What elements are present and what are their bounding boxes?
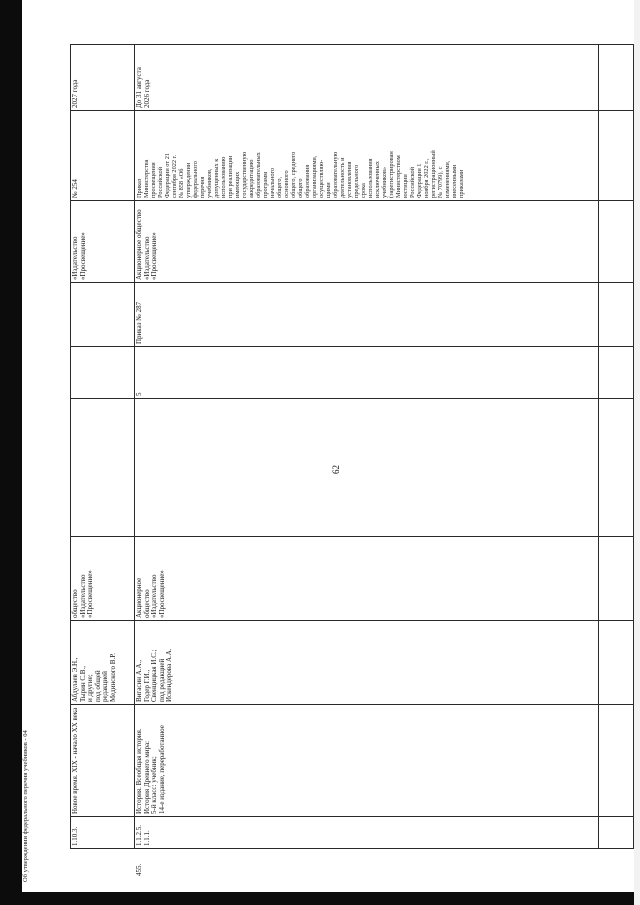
row2-authors-cell — [136, 620, 196, 704]
row1-deadline: 2027 года — [71, 79, 79, 108]
row2-title: История. Всеобщая история. История Древнего мира: 5-й класс: учебник; 14-е издание, переработанное — [135, 725, 166, 814]
document-page — [22, 0, 634, 892]
footer-text: Об утверждении федерального перечня учебников - 04 — [22, 730, 29, 882]
row1-title-cell — [72, 704, 132, 816]
row2-order-cell — [136, 110, 598, 200]
row1-code: 1.10.3. — [71, 826, 79, 846]
row2-code-cell — [136, 816, 196, 848]
row2-publisher: Акционерное общество «Издательство «Просвещение» — [135, 570, 166, 618]
row2-prikaz: Приказ № 287 — [135, 301, 143, 344]
row1-authors-cell — [72, 620, 132, 704]
scan-border-bottom — [0, 892, 640, 905]
row1-order: № 254 — [71, 179, 79, 198]
row1-publisher: общество «Издательство «Просвещение» — [71, 570, 94, 618]
page-number: 62 — [331, 465, 341, 474]
row2-code: 1.1.2.5. 1.1.1. — [135, 825, 151, 846]
row2-authors: Вигасин А.А., Годер Г.И., Свенцицкая И.С.; под редакцией Искендерова А.А. — [135, 648, 173, 702]
row2-deadline-cell — [136, 44, 196, 110]
row2-grade: 5 — [135, 392, 143, 396]
row1-deadline-cell — [72, 44, 132, 110]
row1-publisher2-cell — [72, 200, 132, 282]
row2-deadline: До 31 августа 2026 года — [135, 67, 151, 108]
row2-number: 455. — [135, 863, 143, 876]
row2-prikaz-cell — [136, 282, 196, 346]
row2-publisher2: Акционерное общество «Издательство «Просвещение» — [135, 209, 158, 280]
row1-title: Новое время. XIX - начало XX века — [71, 707, 79, 814]
row2-order: Приказ Министерства просвещения Российской Федерации от 21 сентября 2022 г. № 858 «Об утверждении федерального перечня учебников, допущенных к использованию при реализации имеющих государственную аккредитацию образовательных программ начального общего, основного общего, среднего общего образования организациями, осуществляю- щими образовательную деятельность и установления предельного срока использования исключенных учебников» (зарегистрирован Министерством юстиции Российской Федерации 1 ноября 2022 г., регистрационный № 70799), с изменениями, внесенными приказами — [136, 150, 465, 198]
row1-code-cell — [72, 816, 132, 848]
row1-order-cell — [72, 110, 132, 200]
row1-publisher2: «Издательство «Просвещение» — [71, 232, 87, 280]
scan-edge-right — [634, 0, 640, 905]
row2-publisher2-cell — [136, 200, 196, 282]
scan-border-left — [0, 0, 22, 905]
row1-publisher-cell — [72, 536, 132, 620]
row1-authors: Абдулаев Э.Н., Тырин С.В., и другие; под общей редакцией Мединского В.Р. — [71, 653, 117, 702]
row2-grade-cell — [136, 346, 196, 398]
footer-cell — [22, 694, 36, 884]
row2-publisher-cell — [136, 536, 196, 620]
row2-number-cell — [136, 848, 160, 878]
row2-title-cell — [136, 704, 196, 816]
